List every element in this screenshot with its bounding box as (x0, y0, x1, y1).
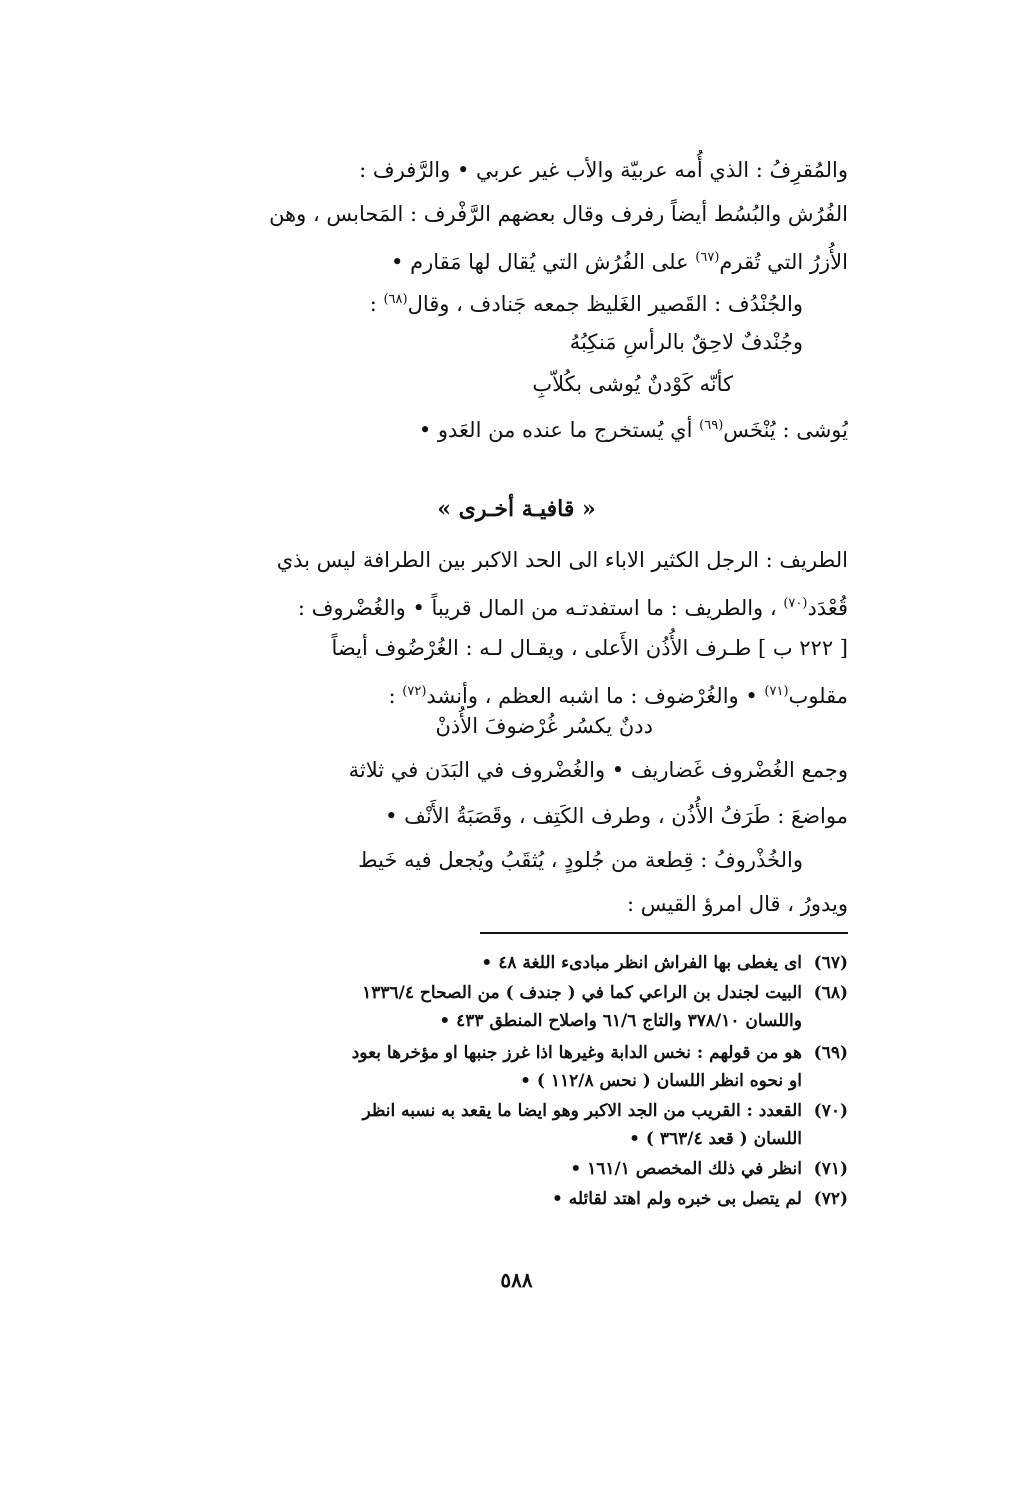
footnote-text: اللسان ( قعد ٣٦٣/٤ ) • (629, 1129, 802, 1149)
section-line: الطريف : الرجل الكثير الاباء الى الحد الاكبر بين الطرافة ليس بذي (276, 548, 848, 572)
footnote (185, 1098, 848, 1125)
footnote-text: اى يغطى بها الفراش انظر مبادىء اللغة ٤٨ • (481, 953, 802, 973)
section-line: مقلوب$^{(٧١)}$ • والغُرْضوف : ما اشبه العظم ، وأنشد$^{(٧٢)}$ : (388, 684, 848, 708)
footnote (185, 1040, 848, 1067)
verse-line: كأنّه كَوْدنٌ يُوشى بكُلاّبِ (532, 372, 733, 396)
footnote-number: (٧١) (813, 1159, 848, 1179)
verse-line: وجُنْدفٌ لاحِقٌ بالرأسِ مَنكِبُهُ (569, 330, 803, 354)
footnote-text: القعدد : القريب من الجد الاكبر وهو ايضا ما يقعد به نسبه انظر (362, 1101, 802, 1121)
body-line: الأُزرُ التي تُقرم$^{(٦٧)}$ على الفُرُش التي يُقال لها مَقارم • (391, 250, 848, 274)
footnote (185, 980, 848, 1007)
section-line: [ ٢٢٢ ب ] طـرف الأُذُن الأَعلى ، ويقـال لـه : الغُرْضُوف أيضاً (331, 636, 848, 660)
footnote-number: (٦٩) (813, 1043, 848, 1063)
verse-line: ددنٌ يكسُر غُرْضوفَ الأُذنْ (435, 714, 653, 738)
footnote (185, 950, 848, 977)
footnote-rule (480, 932, 848, 934)
footnote-text: واللسان ٣٧٨/١٠ والتاج ٦١/٦ واصلاح المنطق ٤٣٣ • (439, 1011, 802, 1031)
footnote-text: او نحوه انظر اللسان ( نحس ١١٢/٨ ) • (520, 1071, 802, 1091)
body-line: والجُنْدُف : القَصير الغَليظ جمعه جَنادف ، وقال$^{(٦٨)}$ : (369, 292, 803, 316)
footnote-number: (٧٠) (813, 1101, 848, 1121)
section-line: والخُذْروفُ : قِطعة من جُلودٍ ، يُثقَبُ ويُجعل فيه خَيط (358, 848, 803, 872)
body-line: الفُرُش والبُسُط أيضاً رفرف وقال بعضهم الرَّفْرف : المَحابس ، وهن (269, 202, 848, 226)
body-line: يُوشى : يُنْخَس$^{(٦٩)}$ أي يُستخرج ما عنده من العَدو • (418, 418, 848, 442)
footnote-number: (٦٨) (813, 983, 848, 1003)
footnote-text: لم يتصل بى خبره ولم اهتد لقائله • (552, 1189, 802, 1209)
footnote-number: (٧٢) (813, 1189, 848, 1209)
section-line: مواضعَ : طَرَفُ الأُذُن ، وطرف الكَتِف ، وقَصَبَةُ الأَنْف • (385, 804, 848, 828)
footnote-text: هو من قولهم : نخس الدابة وغيرها اذا غرز جنبها او مؤخرها بعود (351, 1043, 802, 1063)
footnote (185, 1186, 848, 1213)
section-line: وجمع الغُضْروف غَضاريف • والغُضْروف في البَدَن في ثلاثة (348, 758, 848, 782)
footnote-text: البيت لجندل بن الراعي كما في ( جندف ) من الصحاح ١٣٣٦/٤ (362, 983, 802, 1003)
body-line: والمُقرِفُ : الذي أُمه عربيّة والأب غير عربي • والرَّفرف : (359, 158, 848, 182)
section-line: قُعْدَد$^{(٧٠)}$ ، والطريف : ما استفدتـه من المال قريباً • والغُضْروف : (297, 596, 848, 620)
footnote-text: انظر في ذلك المخصص ١٦١/١ • (570, 1159, 802, 1179)
section-line: ويدورُ ، قال امرؤ القيس : (627, 892, 848, 916)
footnote-number: (٦٧) (813, 953, 848, 973)
footnote (185, 1156, 848, 1183)
page-number: ٥٨٨ (500, 1268, 533, 1292)
section-heading: « قافيـة أخـرى » (437, 496, 596, 522)
